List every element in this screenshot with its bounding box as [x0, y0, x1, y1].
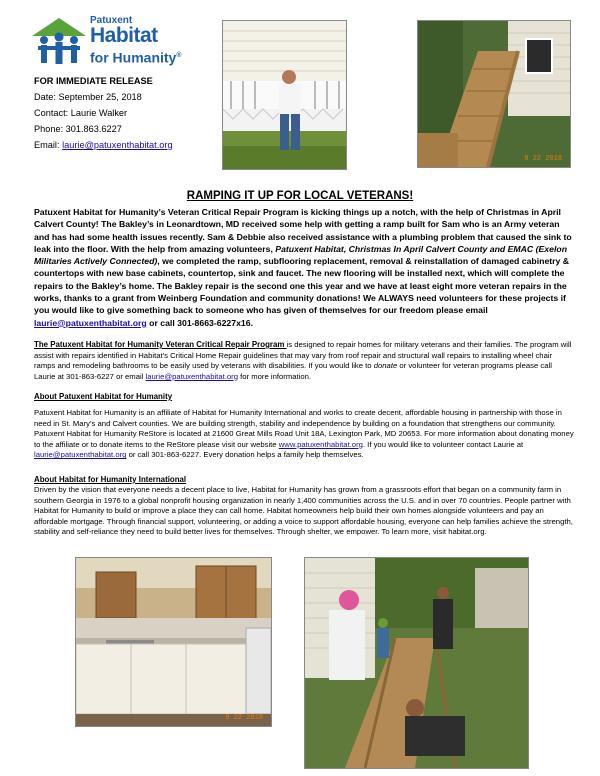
program-title: The Patuxent Habitat for Humanity Veteran Critical Repair Program — [34, 340, 287, 349]
kitchen-photo-datestamp: 9 22 2018 — [225, 714, 263, 722]
contact-phone: Phone: 301.863.6227 — [34, 124, 122, 134]
about-email-link[interactable]: laurie@patuxenthabitat.org — [34, 450, 127, 460]
website-link[interactable]: www.patuxenthabitat.org — [278, 439, 363, 449]
lead-paragraph: Patuxent Habitat for Humanity’s Veteran Critical Repair Program is kicking things up a notch, with the help of Christmas in April Calvert County! The Bakley’s in Leonardtown, MD received some help with getting a ramp built for Sam who is an Army veteran and has had some health issues recently. Sam & Debbie also received assistance with a plumbing problem that caused the sink to leak into the floor. With the help from amazing volunteers, Patuxent Habitat, Christmas In April Calvert County and EMAC (Exelon Militaries Actively Connected), we completed the ramp, subflooring replacement, removal & reinstallation of damaged cabinetry & countertops with new base cabinets, countertop, sink and faucet. The new flooring will be installed next, which will complete the repairs to the Bakley’s home. The Bakley repair is the second one this year and we have at least eight more veteran repairs in the works, thanks to a grant from Weinberg Foundation and community donations! We ALWAYS need volunteers for these projects if you would like to give something back to someone who has given of themselves for our freedom please email laurie@patuxenthabitat.org or call 301-8663-6227x16. — [34, 207, 572, 328]
logo-habitat-text: Habitat — [90, 24, 158, 47]
release-date: Date: September 25, 2018 — [34, 92, 142, 102]
lead-email-link[interactable]: laurie@patuxenthabitat.org — [34, 317, 147, 328]
contact-email-row: Email: laurie@patuxenthabitat.org — [34, 140, 173, 150]
kitchen-repair-photo — [75, 557, 272, 727]
contact-name: Contact: Laurie Walker — [34, 108, 128, 118]
logo-affiliate-name: Patuxent — [90, 15, 133, 26]
about-patuxent-heading: About Patuxent Habitat for Humanity — [34, 392, 173, 401]
completed-ramp-photo — [417, 20, 571, 168]
headline: RAMPING IT UP FOR LOCAL VETERANS! — [186, 190, 414, 202]
ramp-photo-datestamp: 9 22 2018 — [524, 155, 562, 163]
release-label: FOR IMMEDIATE RELEASE — [34, 76, 153, 86]
about-international-heading: About Habitat for Humanity International — [34, 475, 187, 484]
volunteers-building-photo — [304, 557, 529, 769]
veteran-porch-photo — [222, 20, 347, 170]
about-international-paragraph: Driven by the vision that everyone needs a decent place to live, Habitat for Humanity has grown from a grassroots effort that began on a community farm in southern Georgia in 1976 to a global nonprofit housing organization in nearly 1,400 communities across the U.S. and in over 70 countries. People partner with Habitat for Humanity to build or improve a place they can call home. Habitat homeowners help build their own homes alongside volunteers and pay an affordable mortgage. Through financial support, volunteering, or adding a voice to support affordable housing, everyone can help families achieve the strength, stability and self-reliance they need to build better lives for themselves. Through shelter, we empower. To learn more, visit habitat.org. — [34, 485, 573, 537]
habitat-people-icon — [30, 16, 88, 68]
program-paragraph: The Patuxent Habitat for Humanity Veteran Critical Repair Program is designed to repair homes for military veterans and their families. The program will assist with repairs identified in Habitat’s Critical Home Repair guidelines that may vary from roof repair and structural wall repairs to installing wheel chair ramps and remodeling bathrooms to be easily used by veterans with disabilities. If you would like to donate or volunteer for veteran programs please call Laurie at 301-863-6227 or email laurie@patuxenthabitat.org for more information. — [34, 340, 572, 381]
logo-for-humanity-text: for Humanity® — [90, 49, 182, 66]
contact-email-link[interactable]: laurie@patuxenthabitat.org — [62, 140, 173, 150]
program-email-link[interactable]: laurie@patuxenthabitat.org — [145, 371, 238, 381]
about-patuxent-paragraph: Patuxent Habitat for Humanity is an affiliate of Habitat for Humanity International and works to create decent, affordable housing in partnership with those in need in St. Mary’s and Calvert counties. We are building strength, stability and independence by building on a foundation that strengthens our community. Patuxent Habitat for Humanity ReStore is located at 21600 Great Mills Road Unit 18A, Lexington Park, MD 20653. For more information about donating money to the affiliate or to donate items to the ReStore please visit our website www.patuxenthabitat.org. If you would like to volunteer contact Laurie at laurie@patuxenthabitat.org or call 301-863-6227. Every donation helps a family help themselves. — [34, 408, 574, 460]
